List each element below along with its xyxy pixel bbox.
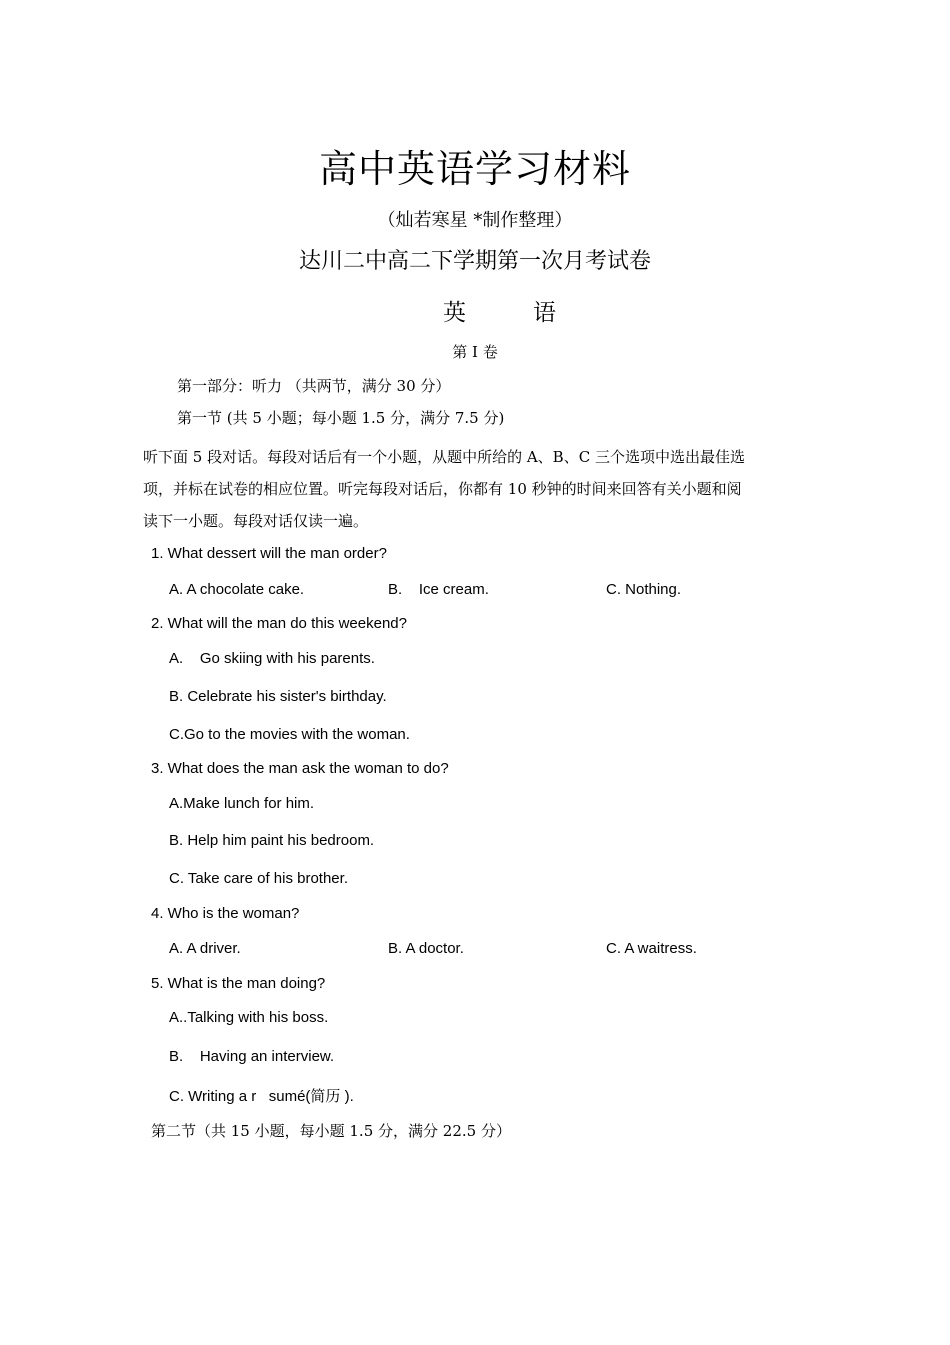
question-1: 1. What dessert will the man order? xyxy=(151,545,387,562)
question-1-option-c: C. Nothing. xyxy=(606,581,682,598)
question-4-option-c: C. A waitress. xyxy=(606,940,697,957)
exam-title: 达川二中高二下学期第一次月考试卷 xyxy=(298,249,651,274)
instructions-line-3: 读下一小题。每段对话仅读一遍。 xyxy=(143,512,369,530)
question-3-option-a: A.Make lunch for him. xyxy=(169,795,315,812)
question-4-option-b: B. A doctor. xyxy=(388,940,464,957)
question-2-option-a: A. Go skiing with his parents. xyxy=(169,650,375,667)
section1-heading: 第一节 (共 5 小题；每小题 1.5 分，满分 7.5 分) xyxy=(177,409,505,427)
question-2: 2. What will the man do this weekend? xyxy=(151,615,407,632)
question-4: 4. Who is the woman? xyxy=(151,905,300,922)
question-2-option-c: C.Go to the movies with the woman. xyxy=(169,726,410,743)
volume-label: 第 I 卷 xyxy=(452,343,498,361)
question-4-option-a: A. A driver. xyxy=(169,940,241,957)
subject-char-2: 语 xyxy=(533,300,556,326)
main-title: 高中英语学习材料 xyxy=(318,147,631,191)
question-2-option-b: B. Celebrate his sister's birthday. xyxy=(169,688,387,705)
question-3: 3. What does the man ask the woman to do? xyxy=(151,760,449,777)
instructions-line-2: 项，并标在试卷的相应位置。听完每段对话后，你都有 10 秒钟的时间来回答有关小题和阅 xyxy=(143,480,742,498)
question-3-option-b: B. Help him paint his bedroom. xyxy=(169,832,375,849)
question-3-option-c: C. Take care of his brother. xyxy=(169,870,348,887)
question-5-option-b: B. Having an interview. xyxy=(169,1048,335,1065)
instructions-line-1: 听下面 5 段对话。每段对话后有一个小题，从题中所给的 A、B、C 三个选项中选出最佳选 xyxy=(143,448,745,466)
question-5-option-c: C. Writing a r sumé(简历 ). xyxy=(169,1088,354,1105)
question-5: 5. What is the man doing? xyxy=(151,975,326,992)
subtitle: （灿若寒星 *制作整理） xyxy=(377,210,573,231)
question-5-option-a: A..Talking with his boss. xyxy=(169,1009,329,1026)
part1-heading: 第一部分：听力 （共两节，满分 30 分） xyxy=(177,377,451,395)
section2-heading: 第二节（共 15 小题，每小题 1.5 分，满分 22.5 分） xyxy=(151,1122,511,1140)
question-1-option-b: B. Ice cream. xyxy=(388,581,489,598)
subject-char-1: 英 xyxy=(443,300,466,326)
question-1-option-a: A. A chocolate cake. xyxy=(169,581,305,598)
